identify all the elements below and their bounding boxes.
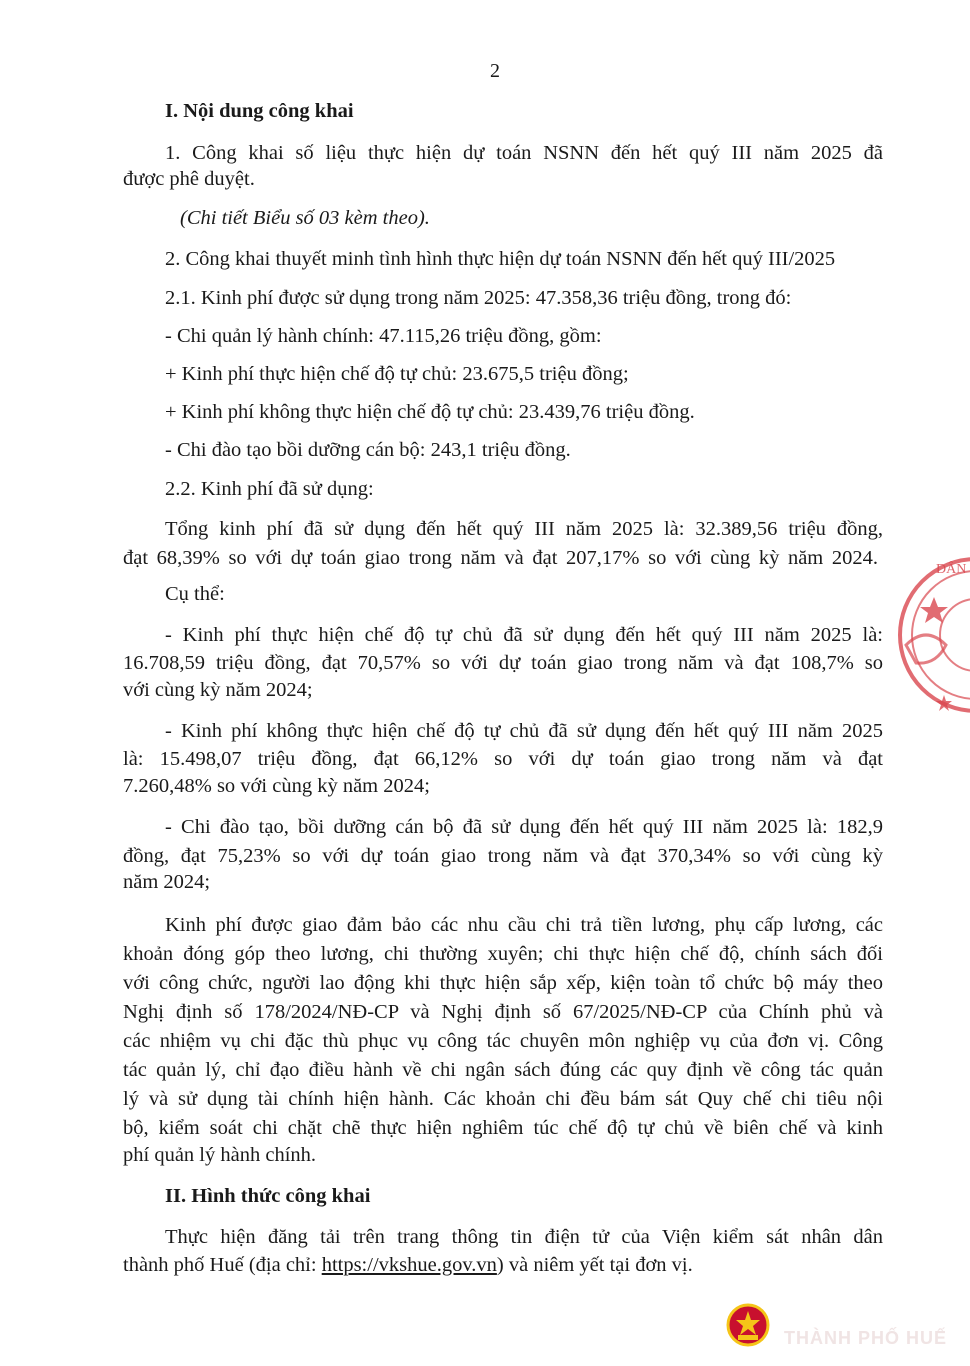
stamp-text: DÂN [936,562,967,577]
p3-line-2: đồng, đạt 75,23% so với dự toán giao trong năm và đạt 370,34% so với cùng kỳ [123,845,883,867]
p4-line-5: các nhiệm vụ chi đặc thù phục vụ công tác chuyên môn nghiệp vụ của đơn vị. Công [123,1030,883,1052]
p4-line-9: phí quản lý hành chính. [123,1144,317,1166]
p1-line-3: với cùng kỳ năm 2024; [123,679,313,701]
total-line-2: đạt 68,39% so với dự toán giao trong năm và đạt 207,17% so với cùng kỳ năm 2024. [123,547,878,569]
section-2-heading: II. Hình thức công khai [165,1185,371,1207]
item-1-line-2: được phê duyệt. [123,168,255,190]
non-autonomy-fund: + Kinh phí không thực hiện chế độ tự chủ: 23.439,76 triệu đồng. [165,401,695,423]
p4-line-1: Kinh phí được giao đảm bảo các nhu cầu chi trả tiền lương, phụ cấp lương, các [165,914,883,936]
p4-line-6: tác quản lý, chỉ đạo điều hành về chi ngân sách đúng các quy định về công tác quản [123,1059,883,1081]
section-2-line-2-prefix: thành phố Huế (địa chỉ: [123,1254,322,1276]
p2-line-3: 7.260,48% so với cùng kỳ năm 2024; [123,775,430,797]
training-expense: - Chi đào tạo bồi dưỡng cán bộ: 243,1 triệu đồng. [165,439,571,461]
admin-expense: - Chi quản lý hành chính: 47.115,26 triệu đồng, gồm: [165,325,602,347]
p1-line-1: - Kinh phí thực hiện chế độ tự chủ đã sử dụng đến hết quý III năm 2025 là: [165,624,883,646]
item-1-note: (Chi tiết Biểu số 03 kèm theo). [180,207,430,229]
p4-line-3: với công chức, người lao động khi thực hiện sắp xếp, kiện toàn tổ chức bộ máy theo [123,972,883,994]
p1-line-2: 16.708,59 triệu đồng, đạt 70,57% so với dự toán giao trong năm và đạt 108,7% so [123,652,883,674]
item-2-1: 2.1. Kinh phí được sử dụng trong năm 2025: 47.358,36 triệu đồng, trong đó: [165,287,792,309]
section-2-line-1: Thực hiện đăng tải trên trang thông tin điện tử của Viện kiểm sát nhân dân [165,1226,883,1248]
p4-line-7: lý và sử dụng tài chính hiện hành. Các khoản chi đều bám sát Quy chế chi tiêu nội [123,1088,883,1110]
total-line-1: Tổng kinh phí đã sử dụng đến hết quý III năm 2025 là: 32.389,56 triệu đồng, [165,518,883,540]
item-1-line-1: 1. Công khai số liệu thực hiện dự toán NSNN đến hết quý III năm 2025 đã [165,142,883,164]
item-2-2: 2.2. Kinh phí đã sử dụng: [165,478,374,500]
specific-label: Cụ thể: [165,583,225,605]
p3-line-3: năm 2024; [123,871,211,893]
section-2-line-2-suffix: ) và niêm yết tại đơn vị. [496,1254,693,1276]
p4-line-8: bộ, kiểm soát chi chặt chẽ thực hiện nghiêm túc chế độ tự chủ về biên chế và kinh [123,1117,883,1139]
autonomy-fund: + Kinh phí thực hiện chế độ tự chủ: 23.675,5 triệu đồng; [165,363,629,385]
p2-line-1: - Kinh phí không thực hiện chế độ tự chủ đã sử dụng đến hết quý III năm 2025 [165,720,883,742]
item-2: 2. Công khai thuyết minh tình hình thực hiện dự toán NSNN đến hết quý III/2025 [165,248,836,270]
stamp-seal-icon [896,545,970,725]
footer-watermark: THÀNH PHỐ HUẾ [784,1328,948,1348]
national-emblem-icon [726,1303,770,1347]
p4-line-2: khoản đóng góp theo lương, chi thường xuyên; chi thực hiện chế độ, chính sách đối [123,943,883,965]
p4-line-4: Nghị định số 178/2024/NĐ-CP và Nghị định số 67/2025/NĐ-CP của Chính phủ và [123,1001,883,1023]
official-stamp [896,545,970,725]
section-2-line-2 [123,1252,693,1278]
page-number: 2 [490,60,500,82]
section-1-heading: I. Nội dung công khai [165,100,354,122]
p2-line-2: là: 15.498,07 triệu đồng, đạt 66,12% so với dự toán giao trong năm và đạt [123,748,883,770]
p3-line-1: - Chi đào tạo, bồi dưỡng cán bộ đã sử dụng đến hết quý III năm 2025 là: 182,9 [165,816,883,838]
website-link[interactable]: https://vkshue.gov.vn [321,1254,497,1276]
